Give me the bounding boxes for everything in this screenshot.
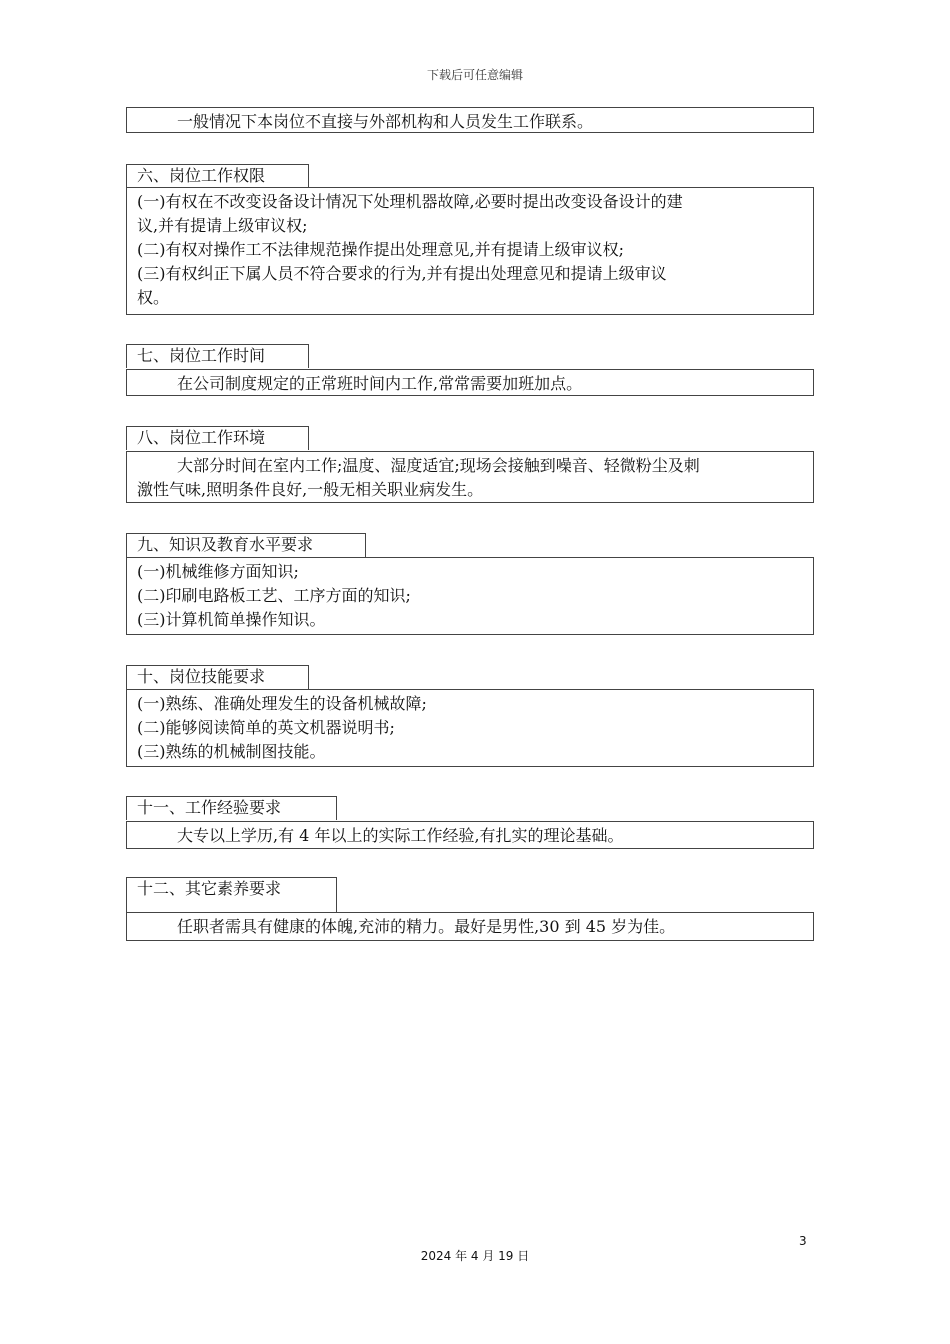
section-title-worktime: 七、岗位工作时间 — [126, 344, 309, 368]
skills-line: (三)熟练的机械制图技能。 — [137, 742, 326, 761]
section-box-worktime — [126, 369, 814, 396]
page-header: 下载后可任意编辑 — [426, 68, 523, 82]
page-number: 3 — [799, 1234, 807, 1248]
section-title-authority: 六、岗位工作权限 — [126, 164, 309, 188]
section-box-experience — [126, 821, 814, 849]
section-box-skills — [126, 689, 814, 767]
section-title-other: 十二、其它素养要求 — [126, 877, 337, 913]
knowledge-line: (三)计算机简单操作知识。 — [137, 610, 326, 629]
authority-line: (一)有权在不改变设备设计情况下处理机器故障,必要时提出改变设备设计的建 — [137, 192, 683, 211]
section-title-environment: 八、岗位工作环境 — [126, 426, 309, 450]
worktime-text: 在公司制度规定的正常班时间内工作,常常需要加班加点。 — [177, 374, 583, 393]
authority-line: (二)有权对操作工不法律规范操作提出处理意见,并有提请上级审议权; — [137, 240, 624, 259]
section-title-skills: 十、岗位技能要求 — [126, 665, 309, 689]
environment-line: 激性气味,照明条件良好,一般无相关职业病发生。 — [137, 480, 484, 499]
knowledge-line: (二)印刷电路板工艺、工序方面的知识; — [137, 586, 411, 605]
authority-line: 议,并有提请上级审议权; — [137, 216, 308, 235]
section-box-environment — [126, 451, 814, 503]
experience-text: 大专以上学历,有 4 年以上的实际工作经验,有扎实的理论基础。 — [177, 826, 624, 845]
authority-line: (三)有权纠正下属人员不符合要求的行为,并有提出处理意见和提请上级审议 — [137, 264, 667, 283]
section-title-experience: 十一、工作经验要求 — [126, 796, 337, 820]
environment-line: 大部分时间在室内工作;温度、湿度适宜;现场会接触到噪音、轻微粉尘及刺 — [177, 456, 700, 475]
section-box-knowledge — [126, 557, 814, 635]
skills-line: (二)能够阅读简单的英文机器说明书; — [137, 718, 395, 737]
footer-date: 2024 年 4 月 19 日 — [420, 1249, 530, 1263]
knowledge-line: (一)机械维修方面知识; — [137, 562, 299, 581]
other-text: 任职者需具有健康的体魄,充沛的精力。最好是男性,30 到 45 岁为佳。 — [177, 917, 676, 936]
section-box-other — [126, 912, 814, 941]
contact-box — [126, 107, 814, 133]
section-title-knowledge: 九、知识及教育水平要求 — [126, 533, 366, 557]
section-box-authority — [126, 187, 814, 315]
authority-line: 权。 — [137, 288, 170, 307]
skills-line: (一)熟练、准确处理发生的设备机械故障; — [137, 694, 427, 713]
contact-text: 一般情况下本岗位不直接与外部机构和人员发生工作联系。 — [177, 112, 594, 131]
